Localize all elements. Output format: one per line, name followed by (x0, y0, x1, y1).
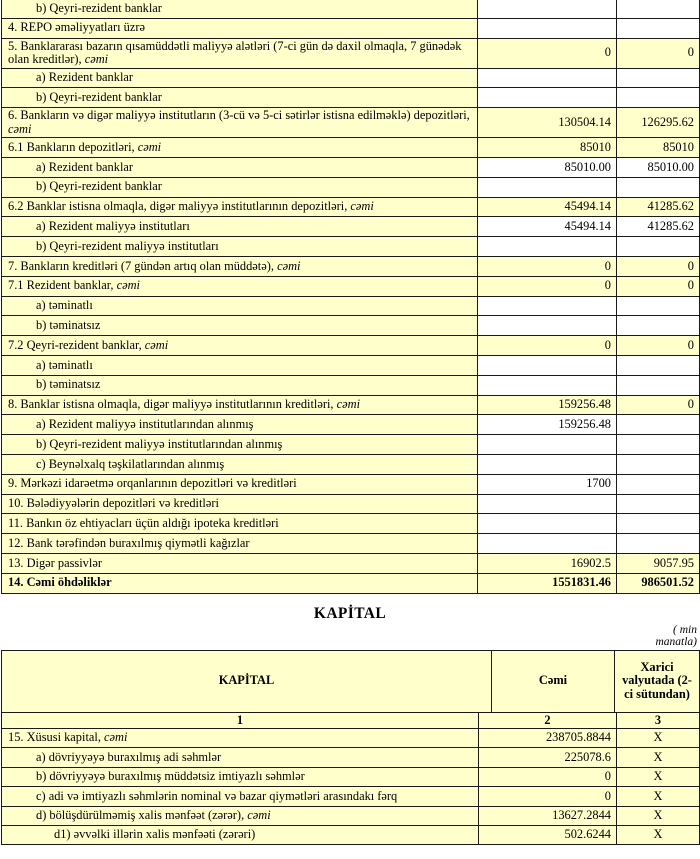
unit-note-line2: manatla) (655, 636, 697, 649)
liabilities-table (1, 0, 700, 594)
table-row (2, 157, 700, 177)
row-label: a) təminatlı (2, 296, 478, 316)
row-value-total: 85010.00 (478, 157, 617, 177)
row-value-total (478, 237, 617, 257)
table-row (2, 748, 700, 767)
column-index-cell: 1 (2, 712, 479, 729)
table-row (2, 534, 700, 554)
row-value-total: 1700 (478, 474, 617, 494)
row-value-foreign: 41285.62 (617, 197, 700, 217)
row-foreign-na: X (617, 729, 700, 748)
row-label: 10. Bələdiyyələrin depozitləri və kreditləri (2, 494, 478, 514)
row-value-total (478, 375, 617, 395)
column-index-cell: 3 (617, 712, 700, 729)
table-row (2, 435, 700, 455)
row-value-total (478, 435, 617, 455)
row-value-foreign (617, 88, 700, 108)
row-foreign-na: X (617, 787, 700, 806)
row-value-total: 0 (478, 256, 617, 276)
row-label: a) Rezident banklar (2, 68, 478, 88)
row-label: b) təminatsız (2, 375, 478, 395)
row-label: b) Qeyri-rezident banklar (2, 0, 478, 18)
row-value-total (478, 296, 617, 316)
row-value-total: 0 (478, 336, 617, 356)
row-label: d1) əvvəlki illərin xalis mənfəəti (zərəri) (2, 825, 479, 844)
row-value-total: 0 (479, 767, 617, 786)
table-row (2, 296, 700, 316)
row-value-foreign: 126295.62 (617, 108, 700, 138)
table-row (2, 454, 700, 474)
row-value-total: 502.6244 (479, 825, 617, 844)
table-row (2, 415, 700, 435)
row-value-total (478, 534, 617, 554)
capital-header-row (2, 650, 700, 712)
row-value-total: 13627.2844 (479, 806, 617, 825)
table-row (2, 375, 700, 395)
row-value-total: 16902.5 (478, 553, 617, 573)
row-value-foreign (617, 296, 700, 316)
row-value-foreign (617, 316, 700, 336)
row-value-foreign: 0 (617, 256, 700, 276)
row-label: b) Qeyri-rezident banklar (2, 88, 478, 108)
table-row (2, 355, 700, 375)
row-value-foreign: 85010 (617, 138, 700, 158)
row-value-total: 159256.48 (478, 395, 617, 415)
row-value-total: 225078.6 (479, 748, 617, 767)
table-row (2, 806, 700, 825)
row-value-total: 130504.14 (478, 108, 617, 138)
row-value-foreign: 0 (617, 38, 700, 68)
row-label: 6. Bankların və digər maliyyə institutların (3-cü və 5-ci sətirlər istisna edilməklə) depozitləri, cəmi (2, 108, 478, 138)
row-value-foreign (617, 454, 700, 474)
row-value-foreign: 41285.62 (617, 217, 700, 237)
row-value-foreign (617, 355, 700, 375)
row-label: b) dövriyyəyə buraxılmış müddətsiz imtiyazlı səhmlər (2, 767, 479, 786)
row-label: b) Qeyri-rezident banklar (2, 177, 478, 197)
row-label: 6.1 Bankların depozitləri, cəmi (2, 138, 478, 158)
capital-table (1, 712, 700, 846)
table-row (2, 177, 700, 197)
table-row (2, 474, 700, 494)
row-label: 7. Bankların kreditləri (7 gündən artıq olan müddətə), cəmi (2, 256, 478, 276)
table-row (2, 553, 700, 573)
row-label: 7.2 Qeyri-rezident banklar, cəmi (2, 336, 478, 356)
row-label: 4. REPO əməliyyatları üzrə (2, 18, 478, 38)
row-value-foreign (617, 415, 700, 435)
row-value-total (478, 514, 617, 534)
row-label: 8. Banklar istisna olmaqla, digər maliyyə institutlarının kreditləri, cəmi (2, 395, 478, 415)
row-label: c) adi və imtiyazlı səhmlərin nominal və bazar qiymətləri arasındakı fərq (2, 787, 479, 806)
row-value-total: 0 (478, 38, 617, 68)
row-label: 7.1 Rezident banklar, cəmi (2, 276, 478, 296)
row-value-foreign: 9057.95 (617, 553, 700, 573)
table-row (2, 825, 700, 844)
row-value-foreign: 0 (617, 276, 700, 296)
table-row (2, 573, 700, 593)
unit-note (0, 624, 697, 649)
row-value-total (478, 355, 617, 375)
row-value-foreign (617, 18, 700, 38)
row-value-total: 0 (479, 787, 617, 806)
row-label: b) təminatsız (2, 316, 478, 336)
row-label: a) Rezident maliyyə institutları (2, 217, 478, 237)
row-value-total: 45494.14 (478, 217, 617, 237)
table-row (2, 217, 700, 237)
row-value-total (478, 88, 617, 108)
table-row (2, 237, 700, 257)
row-value-total: 1551831.46 (478, 573, 617, 593)
liabilities-table-body (2, 0, 700, 593)
table-row (2, 138, 700, 158)
table-row (2, 108, 700, 138)
row-value-total: 45494.14 (478, 197, 617, 217)
row-value-total (478, 0, 617, 18)
column-index-row (2, 712, 700, 729)
row-label: 11. Bankın öz ehtiyacları üçün aldığı ipoteka kreditləri (2, 514, 478, 534)
row-value-total (478, 316, 617, 336)
table-row (2, 0, 700, 18)
row-label: c) Beynəlxalq təşkilatlarından alınmış (2, 454, 478, 474)
row-value-foreign: 986501.52 (617, 573, 700, 593)
capital-header-total: Cəmi (492, 650, 615, 712)
row-label: 6.2 Banklar istisna olmaqla, digər maliyyə institutlarının depozitləri, cəmi (2, 197, 478, 217)
table-row (2, 336, 700, 356)
table-row (2, 494, 700, 514)
row-value-total: 85010 (478, 138, 617, 158)
row-foreign-na: X (617, 748, 700, 767)
table-row (2, 395, 700, 415)
row-value-foreign (617, 68, 700, 88)
row-value-total: 0 (478, 276, 617, 296)
capital-section-heading: KAPİTAL (313, 604, 387, 622)
table-row (2, 787, 700, 806)
row-foreign-na: X (617, 767, 700, 786)
row-value-foreign (617, 534, 700, 554)
row-label: a) Rezident banklar (2, 157, 478, 177)
row-label: 13. Digər passivlər (2, 553, 478, 573)
row-value-total: 238705.8844 (479, 729, 617, 748)
table-row (2, 256, 700, 276)
row-value-foreign (617, 474, 700, 494)
row-value-foreign (617, 435, 700, 455)
table-row (2, 197, 700, 217)
row-label: 14. Cəmi öhdəliklər (2, 573, 478, 593)
capital-table-header (1, 650, 700, 713)
row-value-foreign: 0 (617, 395, 700, 415)
column-index-cell: 2 (479, 712, 617, 729)
row-foreign-na: X (617, 825, 700, 844)
row-label: 5. Banklararası bazarın qısamüddətli maliyyə alətləri (7-ci gün də daxil olmaqla, 7 günədək olan kreditlər), cəmi (2, 38, 478, 68)
row-value-total (478, 494, 617, 514)
table-row (2, 514, 700, 534)
row-value-total: 159256.48 (478, 415, 617, 435)
row-value-foreign (617, 237, 700, 257)
row-value-total (478, 454, 617, 474)
table-row (2, 88, 700, 108)
row-label: 15. Xüsusi kapital, cəmi (2, 729, 479, 748)
table-row (2, 68, 700, 88)
row-label: 12. Bank tərəfindən buraxılmış qiymətli kağızlar (2, 534, 478, 554)
row-foreign-na: X (617, 806, 700, 825)
row-value-foreign (617, 514, 700, 534)
table-row (2, 729, 700, 748)
row-label: a) Rezident maliyyə institutlarından alınmış (2, 415, 478, 435)
table-row (2, 316, 700, 336)
row-label: b) Qeyri-rezident maliyyə institutları (2, 237, 478, 257)
row-label: a) dövriyyəyə buraxılmış adi səhmlər (2, 748, 479, 767)
capital-header-foreign: Xarici valyutada (2-ci sütundan) (615, 650, 700, 712)
row-value-foreign (617, 494, 700, 514)
table-row (2, 767, 700, 786)
row-value-foreign (617, 375, 700, 395)
row-label: b) Qeyri-rezident maliyyə institutlarından alınmış (2, 435, 478, 455)
table-row (2, 18, 700, 38)
table-row (2, 38, 700, 68)
row-value-total (478, 68, 617, 88)
row-value-foreign (617, 177, 700, 197)
row-value-foreign (617, 0, 700, 18)
capital-header-label: KAPİTAL (2, 650, 492, 712)
row-value-foreign: 0 (617, 336, 700, 356)
row-value-foreign: 85010.00 (617, 157, 700, 177)
row-label: d) bölüşdürülməmiş xalis mənfəət (zərər), cəmi (2, 806, 479, 825)
row-value-total (478, 177, 617, 197)
capital-table-body (2, 712, 700, 845)
row-label: 9. Mərkəzi idarəetmə orqanlarının depozitləri və kreditləri (2, 474, 478, 494)
table-row (2, 276, 700, 296)
unit-note-line1: ( min (673, 623, 697, 636)
row-value-total (478, 18, 617, 38)
row-label: a) təminatlı (2, 355, 478, 375)
